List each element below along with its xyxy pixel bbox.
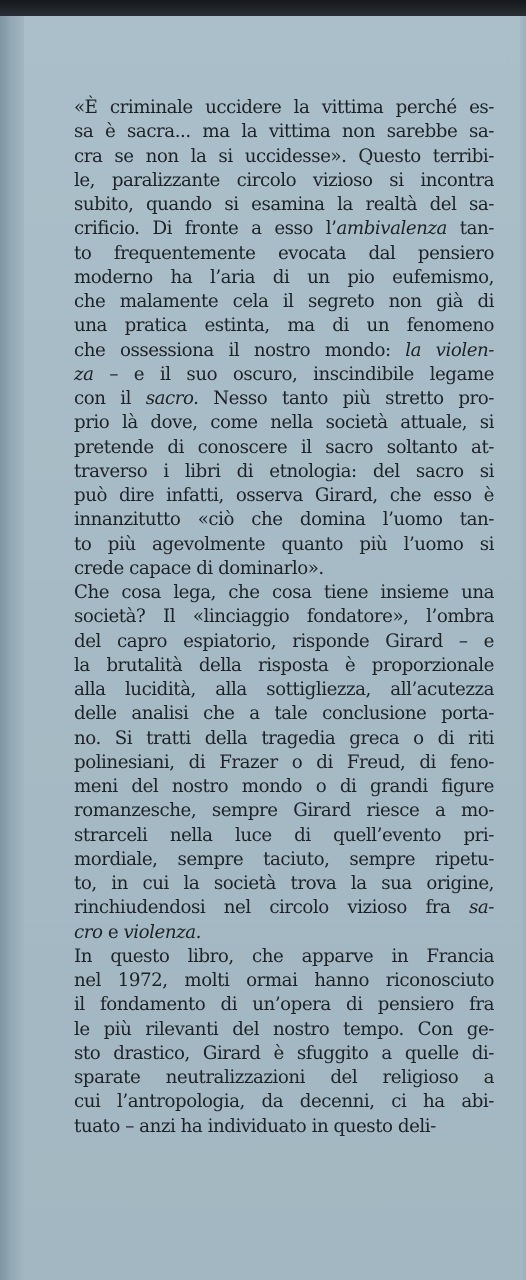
text-segment: no. Si tratti della tragedia greca o di riti [74,727,494,749]
text-line [74,1042,494,1066]
text-segment: tuato – anzi ha individuato in questo deli- [74,1115,436,1137]
text-line [74,678,494,702]
text-segment: delle analisi che a tale conclusione porta- [74,703,494,725]
text-line [74,605,494,629]
text-segment: con il [74,388,146,409]
text-line [74,1090,494,1114]
paragraph [74,581,494,945]
text-line [74,921,494,945]
text-segment: prio là dove, come nella società attuale, si [74,412,494,434]
text-line [74,799,494,823]
text-segment: sparate neutralizzazioni del religioso a [74,1067,494,1088]
text-line [74,872,494,896]
italic-text: la violen- [405,339,494,361]
text-line [74,193,494,217]
text-line [74,242,494,266]
text-segment: subito, quando si esamina la realtà del sa- [74,194,494,215]
text-line [74,1066,494,1090]
italic-text: sacro. [145,388,199,409]
text-line [74,169,494,193]
text-segment: tan- [446,218,494,240]
italic-text: sa- [469,897,494,919]
text-segment: che ossessiona il nostro mondo: [74,339,406,361]
text-line [74,727,494,751]
text-segment: moderno ha l’aria di un pio eufemismo, [74,266,494,288]
text-line [74,217,494,241]
text-line [74,993,494,1017]
text-segment: le, paralizzante circolo vizioso si incontra [74,169,494,191]
text-segment: cui l’antropologia, da decenni, ci ha abi- [74,1091,494,1113]
text-segment: traverso i libri di etnologia: del sacro si [74,460,494,482]
text-line [74,630,494,654]
text-line [74,460,494,484]
text-line [74,969,494,993]
top-dark-band [0,0,526,16]
text-line [74,484,494,508]
text-segment: rinchiudendosi nel circolo vizioso fra [74,897,470,919]
text-segment: il fondamento di un’opera di pensiero fra [74,994,494,1016]
text-line [74,824,494,848]
text-line [74,581,494,605]
text-segment: che malamente cela il segreto non già di [74,291,494,312]
text-line [74,266,494,290]
text-segment: del capro espiatorio, risponde Girard – e [74,630,494,652]
text-line [74,120,494,144]
text-segment: polinesiani, di Frazer o di Freud, di feno- [74,751,494,773]
text-segment: – e il suo oscuro, inscindibile legame [93,363,494,385]
text-segment: Nesso tanto più stretto pro- [198,388,494,409]
text-line [74,96,494,120]
flap-text [74,96,494,1139]
text-line [74,314,494,338]
text-segment: mordiale, sempre taciuto, sempre ripetu- [74,848,494,870]
text-segment: meni del nostro mondo o di grandi figure [74,776,494,797]
text-line [74,557,494,581]
text-segment: una pratica estinta, ma di un fenomeno [74,315,494,337]
text-segment: nel 1972, molti ormai hanno riconosciuto [74,970,494,991]
cover-flap-edge [0,16,25,1280]
text-segment: to più agevolmente quanto più l’uomo si [74,533,494,555]
text-segment: In questo libro, che apparve in Francia [74,945,494,967]
text-line [74,363,494,387]
text-line [74,436,494,460]
text-segment: può dire infatti, osserva Girard, che esso è [74,485,494,506]
text-segment: e [102,921,124,943]
text-line [74,896,494,920]
text-segment: le più rilevanti del nostro tempo. Con ge- [74,1018,494,1040]
text-line [74,1018,494,1042]
text-line [74,702,494,726]
text-segment: sto drastico, Girard è sfuggito a quelle di- [74,1042,494,1064]
paragraph [74,96,494,581]
paragraph [74,945,494,1139]
text-line [74,387,494,411]
text-line [74,1115,494,1139]
text-line [74,508,494,532]
text-segment: cra se non la si uccidesse». Questo terribi- [74,145,494,167]
text-segment: strarceli nella luce di quell’evento pri- [74,824,494,846]
text-segment: innanzitutto «ciò che domina l’uomo tan- [74,509,494,531]
text-line [74,145,494,169]
text-line [74,848,494,872]
text-line [74,775,494,799]
text-line [74,654,494,678]
text-segment: «È criminale uccidere la vittima perché es- [74,97,494,118]
italic-text: violenza. [123,921,201,943]
text-line [74,290,494,314]
text-line [74,533,494,557]
text-segment: alla lucidità, alla sottigliezza, all’acutezza [74,679,494,700]
text-segment: crificio. Di fronte a esso l’ [74,218,337,240]
text-segment: romanzesche, sempre Girard riesce a mo- [74,800,494,822]
text-segment: sa è sacra... ma la vittima non sarebbe sa- [74,121,494,143]
right-page-edge [520,16,526,1280]
italic-text: za [74,363,94,385]
text-segment: to frequentemente evocata dal pensiero [74,242,494,264]
text-segment: to, in cui la società trova la sua origine, [74,873,494,894]
text-segment: pretende di conoscere il sacro soltanto at- [74,436,494,458]
text-segment: Che cosa lega, che cosa tiene insieme una [74,582,494,603]
text-segment: crede capace di dominarlo». [74,557,324,579]
italic-text: ambivalenza [336,218,447,240]
text-segment: la brutalità della risposta è proporzionale [74,654,494,676]
text-line [74,945,494,969]
text-line [74,411,494,435]
italic-text: cro [74,921,103,943]
text-line [74,339,494,363]
text-segment: società? Il «linciaggio fondatore», l’ombra [74,606,494,628]
text-line [74,751,494,775]
